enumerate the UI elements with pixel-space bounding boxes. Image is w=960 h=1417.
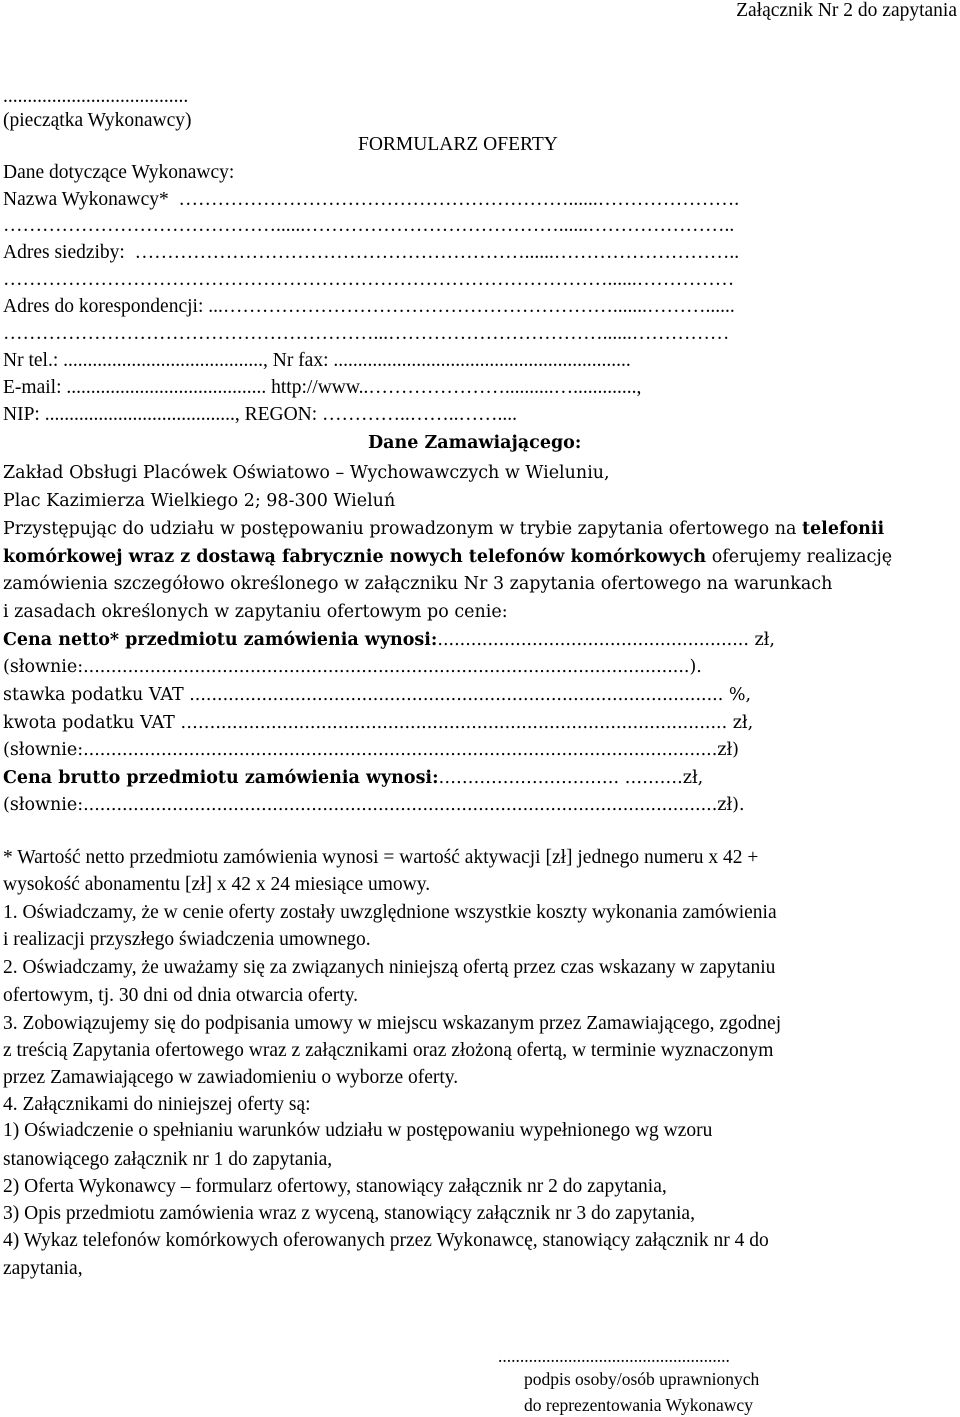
stamp-label: (pieczątka Wykonawcy): [3, 110, 192, 131]
form-title: FORMULARZ OFERTY: [358, 134, 558, 155]
vat-amount-words: (słownie:..................................................................................................................zł): [3, 740, 739, 760]
offer-intro-line-3: zamówienia szczegółowo określonego w załączniku Nr 3 zapytania ofertowego na warunkach: [3, 574, 833, 594]
contractor-phone-line: Nr tel.: ........................................., Nr fax: .............................................................: [3, 350, 631, 371]
offer-intro-line-1: [3, 518, 884, 540]
offer-intro-text: oferujemy realizację: [706, 547, 893, 567]
signature-label-1: podpis osoby/osób uprawnionych: [524, 1369, 760, 1389]
net-price-line: [3, 629, 775, 651]
statement-2-line-2: ofertowym, tj. 30 dni od dnia otwarcia oferty.: [3, 985, 359, 1006]
attachment-1-line-2: stanowiącego załącznik nr 1 do zapytania,: [3, 1149, 333, 1170]
footnote-line-1: * Wartość netto przedmiotu zamówienia wynosi = wartość aktywacji [zł] jednego numeru x 42 +: [3, 847, 759, 868]
contractor-nip-line: NIP: ......................................., REGON: …………..……..……....: [3, 404, 518, 425]
attachment-4-line-1: 4) Wykaz telefonów komórkowych oferowanych przez Wykonawcę, stanowiący załącznik nr 4 do: [3, 1230, 769, 1251]
signature-dots: .....................................................: [498, 1346, 730, 1366]
offer-intro-text: Przystępując do udziału w postępowaniu prowadzonym w trybie zapytania ofertowego na: [3, 519, 802, 539]
purchaser-address: Plac Kazimierza Wielkiego 2; 98-300 Wieluń: [3, 491, 396, 511]
gross-price-line: [3, 767, 703, 789]
contractor-correspondence-line-2: …………………………………………………...……………………………......……………: [3, 323, 730, 344]
attachment-label: Załącznik Nr 2 do zapytania: [736, 0, 957, 21]
vat-amount-line: kwota podatku VAT ……............................................................................................ zł,: [3, 713, 754, 733]
stamp-dots: ......................................: [3, 86, 189, 107]
attachment-4-line-2: zapytania,: [3, 1258, 83, 1279]
attachment-1-line-1: 1) Oświadczenie o spełnianiu warunków udziału w postępowaniu wypełnionego wg wzoru: [3, 1120, 713, 1141]
statement-1-line-2: i realizacji przyszłego świadczenia umownego.: [3, 929, 371, 950]
gross-price-words: (słownie:..................................................................................................................zł).: [3, 795, 745, 815]
attachments-heading: 4. Załącznikami do niniejszej oferty są:: [3, 1094, 311, 1115]
contractor-address-line: Adres siedziby: ……………………………………………………......………………………..: [3, 242, 740, 263]
attachment-2: 2) Oferta Wykonawcy – formularz ofertowy, stanowiący załącznik nr 2 do zapytania,: [3, 1176, 667, 1197]
contractor-address-line-2: …………………………………………………………………………………......……………: [3, 269, 735, 290]
signature-label-2: do reprezentowania Wykonawcy: [524, 1395, 753, 1415]
offer-subject-bold: komórkowej wraz z dostawą fabrycznie nowych telefonów komórkowych: [3, 547, 707, 567]
statement-3-line-2: z treścią Zapytania ofertowego wraz z załącznikami oraz złożoną ofertą, w terminie wyznaczonym: [3, 1040, 774, 1061]
gross-price-fill: …………………………. ……….zł,: [438, 768, 704, 788]
offer-intro-line-2: [3, 546, 892, 568]
offer-intro-line-4: i zasadach określonych w zapytaniu ofertowym po cenie:: [3, 602, 508, 622]
attachment-3: 3) Opis przedmiotu zamówienia wraz z wyceną, stanowiący załącznik nr 3 do zapytania,: [3, 1203, 695, 1224]
statement-3-line-3: przez Zamawiającego w zawiadomieniu o wyborze oferty.: [3, 1067, 459, 1088]
contractor-name-line-2: ……………………………………......…………………………………......…………………..: [3, 215, 735, 236]
contractor-email-line: E-mail: ......................................... http://www..…………………..........….............,: [3, 377, 642, 398]
net-price-words: (słownie:.............................................................................................................).: [3, 657, 702, 677]
contractor-correspondence-line: Adres do korespondencji: ...…………………………………………………….......………......: [3, 296, 735, 317]
contractor-name-line: Nazwa Wykonawcy* ……………………………………………………......………………….: [3, 189, 740, 210]
net-price-fill: ........................................................ zł,: [437, 630, 775, 650]
contractor-section-label: Dane dotyczące Wykonawcy:: [3, 162, 235, 183]
statement-1-line-1: 1. Oświadczamy, że w cenie oferty zostały uwzględnione wszystkie koszty wykonania zamówienia: [3, 902, 777, 923]
gross-price-label: Cena brutto przedmiotu zamówienia wynosi:: [3, 768, 439, 788]
net-price-label: Cena netto* przedmiotu zamówienia wynosi:: [3, 630, 438, 650]
purchaser-title: Dane Zamawiającego:: [368, 433, 582, 453]
offer-intro-bold: telefonii: [801, 519, 885, 539]
statement-3-line-1: 3. Zobowiązujemy się do podpisania umowy w miejscu wskazanym przez Zamawiającego, zgodnej: [3, 1013, 782, 1034]
vat-rate-line: stawka podatku VAT ................................................................................................ %,: [3, 685, 752, 705]
purchaser-name: Zakład Obsługi Placówek Oświatowo – Wychowawczych w Wieluniu,: [3, 463, 610, 483]
statement-2-line-1: 2. Oświadczamy, że uważamy się za związanych niniejszą ofertą przez czas wskazany w zapytaniu: [3, 957, 776, 978]
footnote-line-2: wysokość abonamentu [zł] x 42 x 24 miesiące umowy.: [3, 874, 431, 895]
